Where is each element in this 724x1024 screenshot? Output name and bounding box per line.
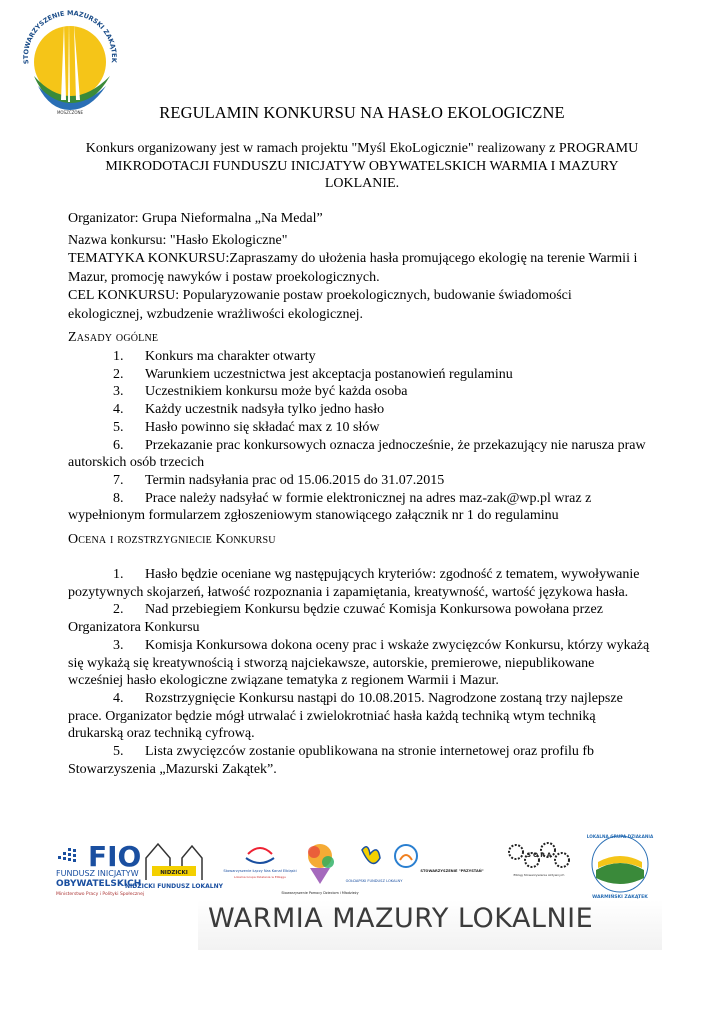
general-rules-list bbox=[68, 348, 650, 525]
warmia-mazury-lokalnie-banner: WARMIA MAZURY LOKALNIE bbox=[208, 903, 594, 934]
list-item: 3. Uczestnikiem konkursu może być każda osoba bbox=[113, 384, 408, 400]
list-item: 4. Rozstrzygnięcie Konkursu nastąpi do 10.08.2015. Nagrodzone zostaną trzy najlepsze prace. Organizator będzie mógł utrwalać i zwielokrotniać hasła każdą techniką wtym techniką drukarską oraz techniką cyfrową. bbox=[68, 690, 623, 742]
contest-name-line: Nazwa konkursu: "Hasło Ekologiczne" bbox=[68, 232, 288, 248]
kanal-text: Stowarzyszenie Łączy Nas Kanał Elbląski bbox=[223, 869, 297, 873]
fio-line1: FUNDUSZ INICJATYW bbox=[56, 869, 139, 878]
intro-paragraph: Konkurs organizowany jest w ramach projektu "Myśl EkoLogicznie" realizowany z PROGRAMU MIKRODOTACJI FUNDUSZU INICJATYW OBYWATELSKICH WARMIA I MAZURY LOKLANIE. bbox=[85, 141, 639, 191]
logo-ring-text: STOWARZYSZENIE MAZURSKI ZAKĄTEK bbox=[21, 9, 119, 65]
sopa-sub-text: Elbląg Stowarzyszenie Aktywnych bbox=[513, 873, 565, 877]
list-item: 5. Hasło powinno się składać max z 10 słów bbox=[113, 419, 380, 435]
sponsor-footer bbox=[48, 828, 662, 958]
przystan-logo bbox=[395, 845, 484, 873]
mazurski-zakatek-logo bbox=[14, 4, 126, 116]
list-item: 3. Komisja Konkursowa dokona oceny prac i wskaże zwycięzców Konkursu, którzy wykażą się wykażą się kreatywnością i stworzą najciekawsze, autorskie, premierowe, niepublikowane wcześniej hasło ekologiczne związane tematyka z regionem Warmii i Mazur. bbox=[68, 637, 650, 689]
list-item: 8. Prace należy nadsyłać w formie elektronicznej na adres maz-zak@wp.pl wraz z wypełnionym formularzem zgłoszeniowym stanowiącego załącznik nr 1 do regulaminu bbox=[68, 490, 592, 524]
sopa-text: S O P A bbox=[526, 852, 552, 859]
svg-text:NIDZICKI: NIDZICKI bbox=[160, 870, 188, 876]
lgd-bottom-text: WARMIŃSKI ZAKĄTEK bbox=[592, 895, 648, 900]
kanal-elblaski-logo bbox=[223, 848, 296, 879]
sponsor-logos bbox=[48, 828, 662, 958]
list-item: 7. Termin nadsyłania prac od 15.06.2015 do 31.07.2015 bbox=[113, 472, 445, 488]
przystan-text: STOWARZYSZENIE "PRZYSTAŃ" bbox=[420, 869, 484, 873]
list-item: 6. Przekazanie prac konkursowych oznacza jednocześnie, że przekazujący nie narusza praw autorskich osób trzecich bbox=[68, 437, 646, 471]
contest-info bbox=[68, 210, 650, 324]
evaluation-list bbox=[68, 566, 650, 778]
lgd-warminski-zakatek-logo bbox=[587, 834, 654, 900]
fio-sub: Ministerstwo Pracy i Polityki Społecznej bbox=[56, 892, 145, 897]
kanal-sub-text: Lokalna Grupa Działania w Elblągu bbox=[234, 875, 286, 879]
organizer-line: Organizator: Grupa Nieformalna „Na Medal” bbox=[68, 211, 323, 226]
fio-big-text: FIO bbox=[88, 840, 142, 873]
list-item: 1. Hasło będzie oceniane wg następujących kryteriów: zgodność z tematem, wywoływanie pozytywnych skojarzeń, łatwość rozpoznania i zapamiętania, kreatywność, wartość językowa hasła. bbox=[68, 567, 640, 600]
list-item: 2. Nad przebiegiem Konkursu będzie czuwać Komisja Konkursowa powołana przez Organizatora Konkursu bbox=[68, 602, 603, 636]
sopa-logo bbox=[509, 843, 569, 877]
section-general-rules-title: Zasady ogólne bbox=[68, 330, 159, 345]
nidzicki-text: NIDZICKI FUNDUSZ LOKALNY bbox=[125, 883, 223, 890]
pomocy-text: Stowarzyszenie Pomocy Dzieciom i Młodzieży bbox=[281, 891, 359, 895]
theme-paragraph: TEMATYKA KONKURSU:Zapraszamy do ułożenia hasła promującego ekologię na terenie Warmii i Mazur, promocję nawyków i postaw proekologicznych. bbox=[68, 251, 638, 285]
goldapski-text: GOŁDAPSKI FUNDUSZ LOKALNY bbox=[345, 879, 403, 883]
document-title: REGULAMIN KONKURSU NA HASŁO EKOLOGICZNE bbox=[159, 103, 565, 122]
list-item: 4. Każdy uczestnik nadsyła tylko jedno hasło bbox=[113, 402, 385, 418]
list-item: 2. Warunkiem uczestnictwa jest akceptacja postanowień regulaminu bbox=[113, 366, 513, 382]
list-item: 1. Konkurs ma charakter otwarty bbox=[113, 349, 316, 364]
logo-bottom-text: MOSZCZONE bbox=[56, 110, 84, 115]
goal-paragraph: CEL KONKURSU: Popularyzowanie postaw proekologicznych, budowanie świadomości ekologicznej, wzbudzenie wrażliwości ekologicznej. bbox=[68, 288, 572, 322]
list-item: 5. Lista zwycięzców zostanie opublikowana na stronie internetowej oraz profilu fb Stowarzyszenia „Mazurski Zakątek”. bbox=[68, 744, 595, 777]
lgd-top-text: LOKALNA GRUPA DZIAŁANIA bbox=[586, 834, 654, 839]
section-evaluation-title: Ocena i rozstrzygniecie Konkursu bbox=[68, 532, 276, 547]
goldapski-fundusz-logo bbox=[346, 847, 404, 883]
fio-line2: OBYWATELSKICH bbox=[56, 879, 142, 889]
